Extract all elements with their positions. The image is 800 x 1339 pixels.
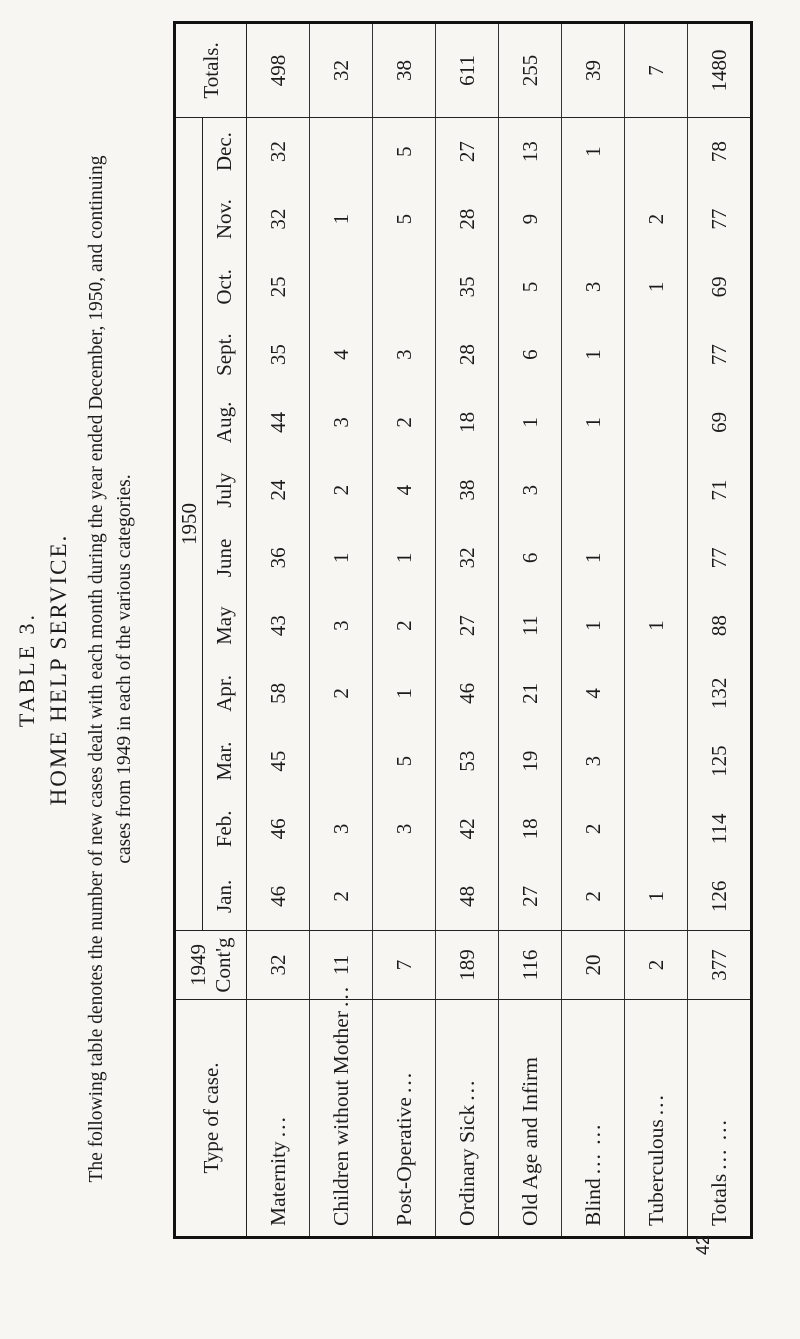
- month-value-cell: 53: [436, 727, 499, 795]
- month-value-cell: 27: [436, 117, 499, 185]
- month-value-cell: 71: [688, 456, 752, 524]
- month-value-cell: 46: [436, 660, 499, 728]
- table-caption: The following table denotes the number of new cases dealt with each month during the year ended December, 1950, and continuing cases from 1949 in each of the various categories.: [86, 155, 135, 1183]
- month-value-cell: 27: [499, 863, 562, 931]
- month-header: Sept.: [203, 321, 247, 389]
- month-value-cell: 2: [310, 456, 373, 524]
- month-value-cell: 125: [688, 727, 752, 795]
- month-value-cell: 77: [688, 185, 752, 253]
- month-value-cell: 2: [310, 863, 373, 931]
- home-help-table: [173, 21, 753, 1239]
- month-value-cell: 1: [562, 321, 625, 389]
- month-value-cell: 2: [562, 795, 625, 863]
- leader-dots: ...: [265, 1115, 290, 1138]
- leader-dots: ...: [391, 1070, 416, 1094]
- table-body: [247, 22, 752, 1237]
- month-value-cell: 2: [562, 863, 625, 931]
- month-value-cell: [562, 456, 625, 524]
- month-value-cell: 48: [436, 863, 499, 931]
- month-value-cell: [310, 253, 373, 321]
- month-value-cell: 126: [688, 863, 752, 931]
- continuing-1949-cell: 116: [499, 931, 562, 1000]
- month-value-cell: 6: [499, 524, 562, 592]
- year-1950-header: 1950: [175, 117, 203, 930]
- month-value-cell: 132: [688, 660, 752, 728]
- month-value-cell: 2: [373, 592, 436, 660]
- case-type-label: Blind: [580, 1178, 605, 1226]
- month-value-cell: 1: [310, 185, 373, 253]
- month-value-cell: [625, 524, 688, 592]
- month-value-cell: [373, 253, 436, 321]
- month-header: Aug.: [203, 389, 247, 457]
- leader-dots: ...: [328, 984, 353, 1008]
- month-value-cell: 46: [265, 885, 290, 907]
- month-value-cell: 21: [499, 660, 562, 728]
- month-value-cell: 114: [688, 795, 752, 863]
- month-value-cell: 43: [265, 615, 290, 637]
- page-heading: HOME HELP SERVICE.: [46, 533, 71, 806]
- month-value-cell: 25: [265, 276, 290, 298]
- month-value-cell: 28: [436, 321, 499, 389]
- month-value-cell: 3: [373, 795, 436, 863]
- month-value-cell: 3: [310, 592, 373, 660]
- month-value-cell: 44: [265, 411, 290, 433]
- row-total-cell: 7: [625, 22, 688, 117]
- continuing-1949-cell: 7: [373, 931, 436, 1000]
- table-row: [499, 22, 562, 1237]
- case-type-cell: [562, 1000, 625, 1238]
- row-total-cell: 611: [436, 22, 499, 117]
- month-value-cell: 32: [247, 117, 310, 185]
- month-value-cell: [625, 727, 688, 795]
- month-value-cell: 58: [265, 682, 290, 704]
- month-value-cell: 1: [562, 389, 625, 457]
- continuing-1949-cell: 32: [247, 931, 310, 1000]
- month-value-cell: 4: [310, 321, 373, 389]
- month-value-cell: 3: [310, 389, 373, 457]
- month-value-cell: 69: [688, 253, 752, 321]
- totals-header: Totals.: [175, 22, 247, 117]
- case-type-cell: [625, 1000, 688, 1238]
- month-value-cell: 32: [265, 208, 290, 230]
- month-value-cell: [625, 389, 688, 457]
- case-type-label: Totals: [706, 1173, 731, 1226]
- table-row: [625, 22, 688, 1237]
- month-value-cell: 3: [373, 321, 436, 389]
- type-of-case-header: Type of case.: [175, 1000, 247, 1238]
- month-value-cell: 1: [625, 863, 688, 931]
- month-header: May: [203, 592, 247, 660]
- case-type-cell: [373, 1000, 436, 1238]
- month-value-cell: 2: [310, 660, 373, 728]
- case-type-label: Post-Operative: [391, 1097, 416, 1226]
- case-type-cell: [310, 984, 373, 1238]
- month-value-cell: 18: [499, 795, 562, 863]
- continuing-1949-cell: 11: [310, 931, 373, 1000]
- month-value-cell: 3: [562, 727, 625, 795]
- row-total-cell: 498: [247, 22, 310, 117]
- month-value-cell: 6: [499, 321, 562, 389]
- page-number: 42: [693, 1234, 713, 1255]
- month-value-cell: 3: [310, 795, 373, 863]
- case-type-cell: [436, 1000, 499, 1238]
- month-value-cell: [625, 117, 688, 185]
- case-type-label: Tuberculous: [643, 1119, 668, 1226]
- month-header: June: [203, 524, 247, 592]
- month-value-cell: 2: [625, 185, 688, 253]
- table-label: TABLE 3.: [14, 611, 39, 728]
- month-value-cell: 1: [373, 660, 436, 728]
- month-value-cell: 3: [562, 253, 625, 321]
- leader-dots: ... ...: [580, 1122, 605, 1175]
- month-value-cell: [625, 660, 688, 728]
- month-header: Nov.: [203, 185, 247, 253]
- month-value-cell: 28: [436, 185, 499, 253]
- month-value-cell: 27: [436, 592, 499, 660]
- month-value-cell: [625, 321, 688, 389]
- month-value-cell: 1: [562, 524, 625, 592]
- month-value-cell: 77: [688, 524, 752, 592]
- month-value-cell: 88: [688, 592, 752, 660]
- month-header: Dec.: [203, 117, 247, 185]
- month-value-cell: 45: [265, 750, 290, 772]
- table-row: [247, 22, 310, 1237]
- case-type-label: Old Age and Infirm: [517, 1057, 542, 1226]
- row-total-cell: 32: [310, 22, 373, 117]
- month-value-cell: 38: [436, 456, 499, 524]
- month-value-cell: 42: [436, 795, 499, 863]
- month-header: July: [203, 456, 247, 524]
- month-value-cell: 35: [436, 253, 499, 321]
- month-value-cell: 1: [625, 592, 688, 660]
- case-type-cell: [499, 1000, 562, 1238]
- row-total-cell: 38: [373, 22, 436, 117]
- case-type-label: Maternity: [265, 1141, 290, 1226]
- month-value-cell: 3: [499, 456, 562, 524]
- data-table-wrapper: [173, 24, 731, 1239]
- month-value-cell: 1: [373, 524, 436, 592]
- continuing-1949-header: 1949 Cont'g: [175, 931, 247, 1000]
- month-value-cell: 9: [499, 185, 562, 253]
- month-header: Oct.: [203, 253, 247, 321]
- row-total-cell: 39: [562, 22, 625, 117]
- month-header: Jan.: [203, 863, 247, 931]
- case-type-cell: [247, 1000, 310, 1238]
- continuing-1949-cell: 2: [625, 931, 688, 1000]
- table-row: [310, 22, 373, 1237]
- continuing-1949-cell: 189: [436, 931, 499, 1000]
- case-type-label: Ordinary Sick: [454, 1104, 479, 1226]
- month-value-cell: 36: [265, 547, 290, 569]
- row-total-cell: 1480: [688, 22, 752, 117]
- month-value-cell: 4: [562, 660, 625, 728]
- month-value-cell: 5: [373, 727, 436, 795]
- month-value-cell: 5: [373, 117, 436, 185]
- month-value-cell: 77: [688, 321, 752, 389]
- month-value-cell: 11: [499, 592, 562, 660]
- table-row: [562, 22, 625, 1237]
- month-value-cell: 13: [499, 117, 562, 185]
- leader-dots: ...: [643, 1093, 668, 1116]
- month-value-cell: 24: [265, 479, 290, 501]
- month-value-cell: 78: [688, 117, 752, 185]
- month-value-cell: [310, 727, 373, 795]
- month-value-cell: [562, 185, 625, 253]
- table-row: [373, 22, 436, 1237]
- month-value-cell: 1: [562, 117, 625, 185]
- month-value-cell: [310, 117, 373, 185]
- month-value-cell: 32: [436, 524, 499, 592]
- row-total-cell: 255: [499, 22, 562, 117]
- month-value-cell: 69: [688, 389, 752, 457]
- month-header: Feb.: [203, 795, 247, 863]
- month-value-cell: 19: [499, 727, 562, 795]
- month-value-cell: 5: [373, 185, 436, 253]
- month-value-cell: 1: [499, 389, 562, 457]
- continuing-1949-cell: 20: [562, 931, 625, 1000]
- case-type-label: Children without Mother: [328, 1011, 353, 1226]
- month-value-cell: 4: [373, 456, 436, 524]
- month-value-cell: [625, 456, 688, 524]
- month-header: Apr.: [203, 660, 247, 728]
- case-type-cell: [688, 1000, 752, 1238]
- month-value-cell: 1: [310, 524, 373, 592]
- month-value-cell: [625, 795, 688, 863]
- continuing-1949-cell: 377: [688, 931, 752, 1000]
- table-row: [688, 22, 752, 1237]
- leader-dots: ...: [454, 1078, 479, 1101]
- month-value-cell: 2: [373, 389, 436, 457]
- leader-dots: ... ...: [706, 1118, 731, 1170]
- month-value-cell: 35: [265, 344, 290, 366]
- table-row: [436, 22, 499, 1237]
- month-value-cell: [373, 863, 436, 931]
- month-value-cell: 1: [562, 592, 625, 660]
- month-value-cell: 5: [499, 253, 562, 321]
- month-header: Mar.: [203, 727, 247, 795]
- month-value-cell: 46: [265, 818, 290, 840]
- month-value-cell: 18: [436, 389, 499, 457]
- month-value-cell: 1: [625, 253, 688, 321]
